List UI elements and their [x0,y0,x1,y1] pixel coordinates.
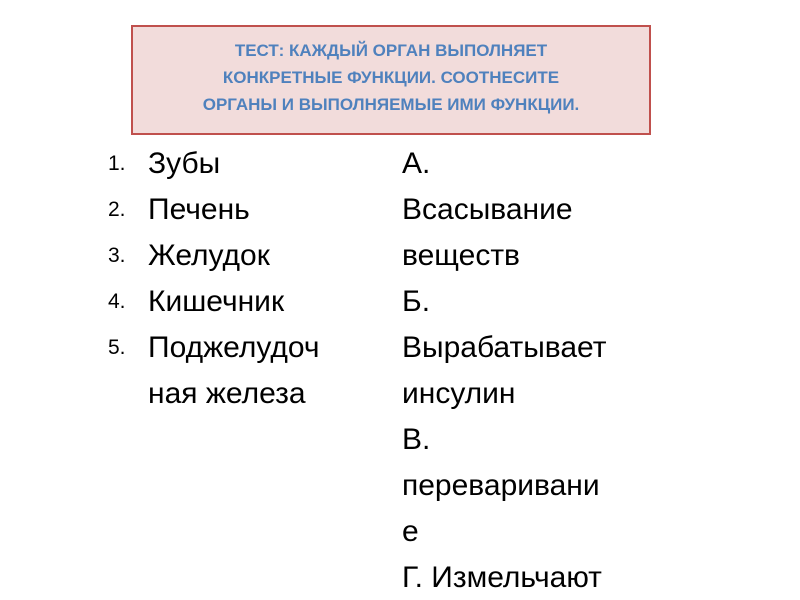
organ-list [108,141,320,417]
organ-item-pancreas [108,325,320,371]
organ-label: Кишечник [148,285,285,318]
organ-number: 1. [108,152,126,175]
organ-number: 2. [108,198,126,221]
organ-item-liver [108,187,320,233]
function-line: Г. Измельчают [402,561,602,594]
organ-number: 5. [108,336,126,359]
function-line: Вырабатывает [402,331,607,364]
function-line: В. [402,423,431,456]
function-line: А. [402,147,431,180]
organ-label: Печень [148,193,250,226]
function-line: Б. [402,285,431,318]
function-line: инсулин [402,377,516,410]
organ-label-continuation: ная железа [148,377,306,410]
function-list [402,141,606,600]
organ-item-stomach [108,233,320,279]
organ-number: 4. [108,290,126,313]
function-line: е [402,515,419,548]
function-line: Всасывание [402,193,573,226]
title-line-3: ОРГАНЫ И ВЫПОЛНЯЕМЫЕ ИМИ ФУНКЦИИ. [202,95,580,114]
title-line-2: КОНКРЕТНЫЕ ФУНКЦИИ. СООТНЕСИТЕ [222,68,560,87]
organ-item-teeth [108,141,320,187]
function-line: переваривани [402,469,600,502]
title-box [131,25,651,135]
organ-item-intestine [108,279,320,325]
organ-number: 3. [108,244,126,267]
organ-label: Поджелудоч [148,331,320,364]
organ-label: Желудок [148,239,270,272]
function-line: веществ [402,239,520,272]
title-line-1: ТЕСТ: КАЖДЫЙ ОРГАН ВЫПОЛНЯЕТ [234,41,548,60]
organ-label: Зубы [148,147,221,180]
